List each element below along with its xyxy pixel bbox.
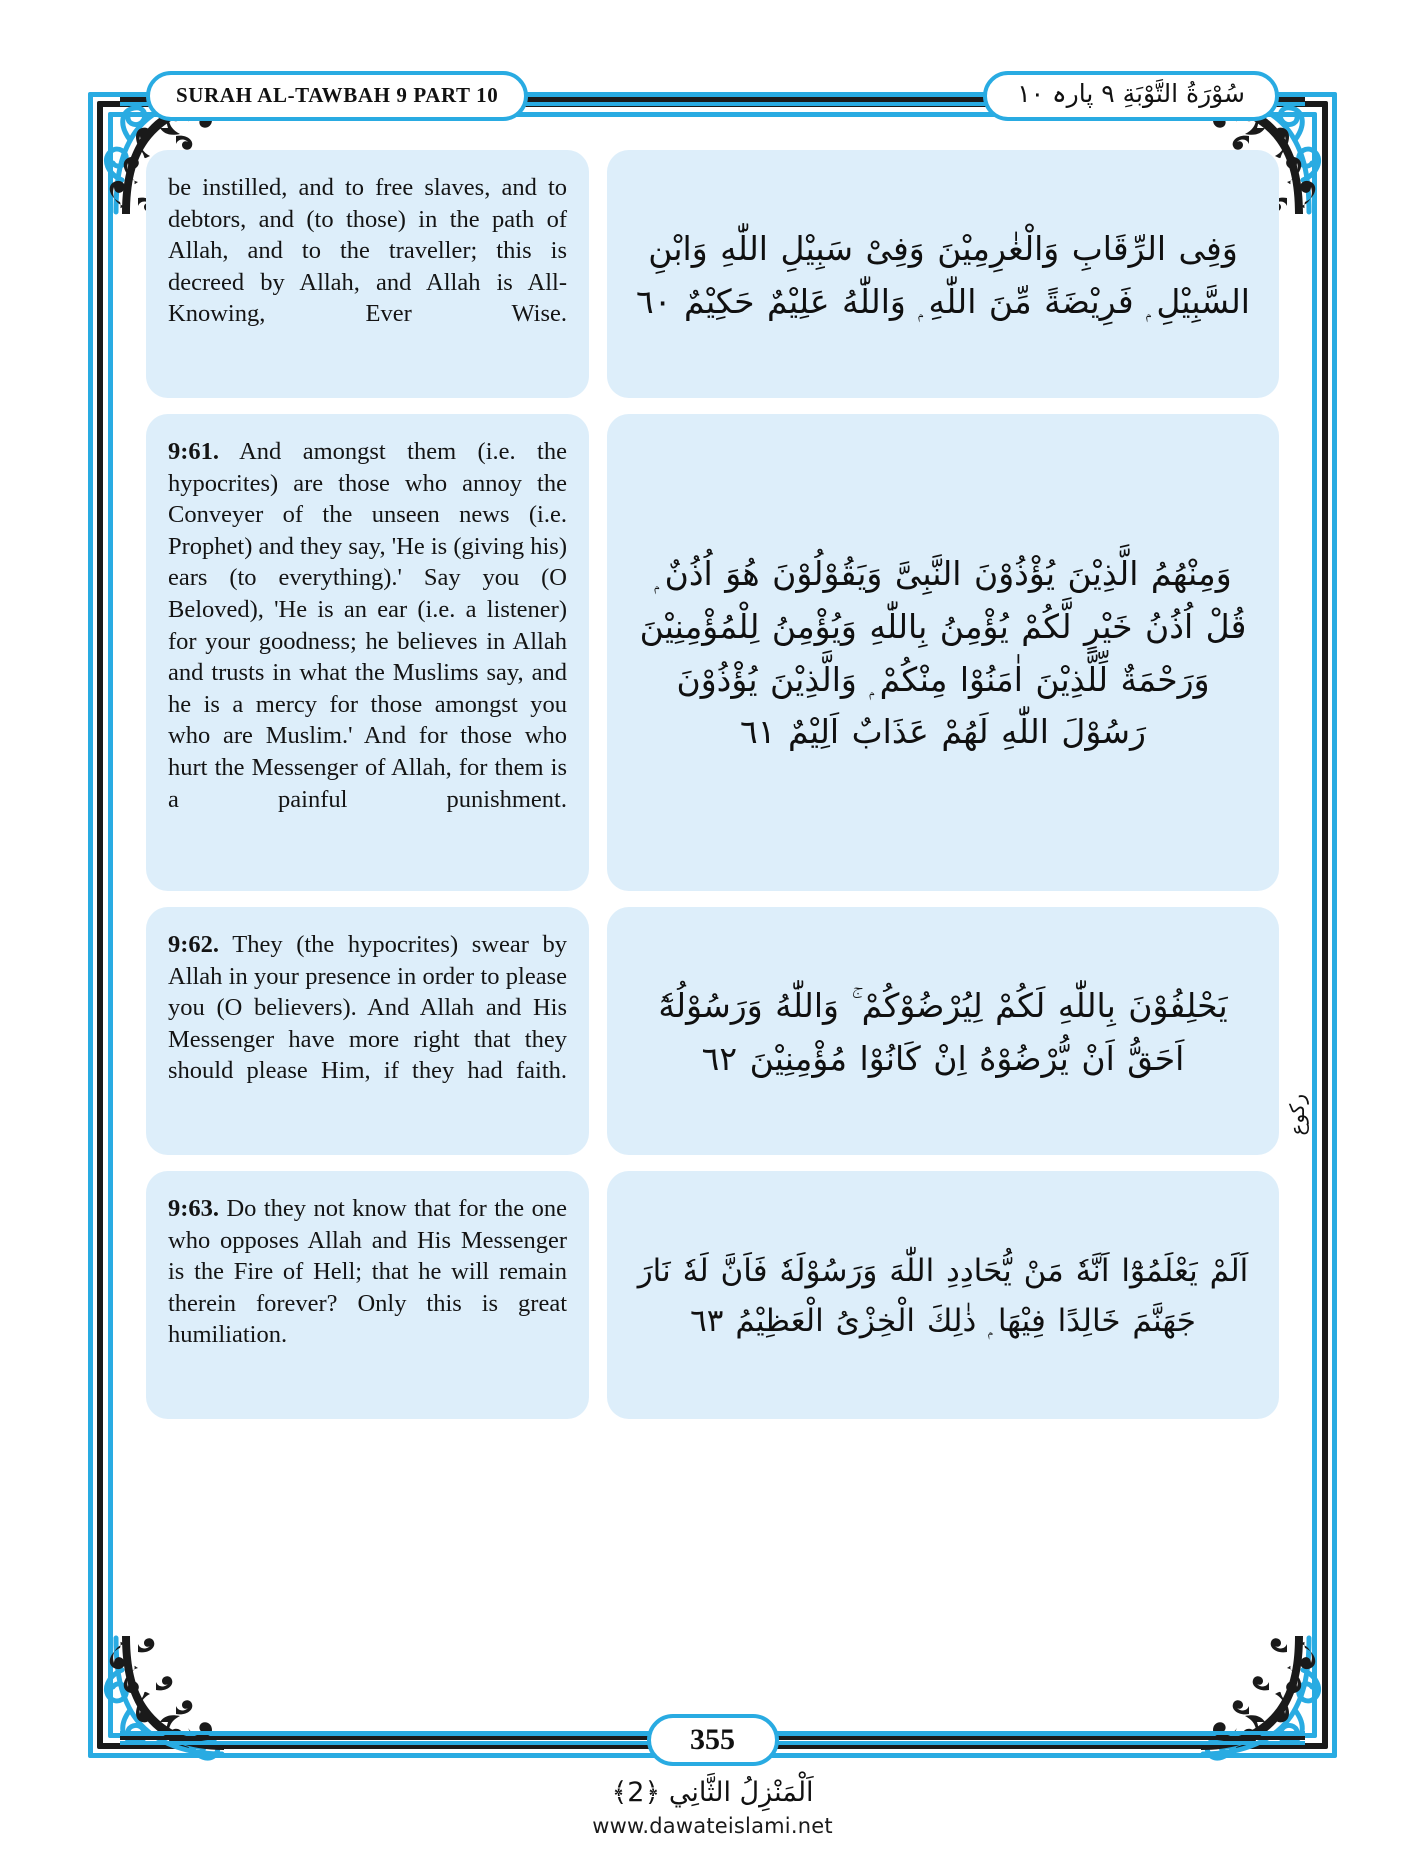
verse-row — [146, 907, 1279, 1155]
surah-title-arabic-badge — [983, 71, 1279, 121]
verse-english-text — [168, 1193, 567, 1351]
verse-english-text — [168, 436, 567, 815]
ayah-marker: ٦١ — [740, 712, 776, 752]
verse-english-body: They (the hypocrites) swear by Allah in your presence in order to please you (O believers). And Allah and His Messenger have more right that they should please Him, if they had faith. — [168, 931, 568, 1085]
verse-english-body: And amongst them (i.e. the hypocrites) are those who annoy the Conveyer of the unseen news (i.e. Prophet) and they say, 'He is (giving his) ears (to everything).' Say you (O Beloved), 'He is an ear (i.e. a listener) for your goodness; he believes in Allah and trusts in what the Muslims say, and he is a mercy for those amongst you who are Muslim.' And for those who hurt the Messenger of Allah, for them is a painful punishment. — [168, 438, 567, 813]
page-header — [108, 68, 1317, 124]
verse-arabic-panel — [607, 1171, 1279, 1419]
website-text: www.dawateislami.net — [592, 1814, 833, 1838]
surah-title-arabic-text: سُوْرَةُ التَّوْبَةِ ٩ پارہ ١٠ — [1017, 78, 1245, 108]
verse-row — [146, 1171, 1279, 1419]
verse-arabic-body: يَحْلِفُوْنَ بِاللّٰهِ لَكُمْ لِيُرْضُوْكُمْ ۚ وَاللّٰهُ وَرَسُوْلُهٗٓ اَحَقُّ اَنْ يُّرْضُوْهُ اِنْ كَانُوْا مُؤْمِنِيْنَ — [658, 985, 1228, 1078]
verse-english-body: Do they not know that for the one who opposes Allah and His Messenger is the Fire of Hell; that he will remain therein forever? Only this is great humiliation. — [168, 1195, 567, 1349]
verse-english-text — [168, 929, 567, 1087]
verse-number: 9:61. — [168, 438, 220, 465]
surah-title-badge — [146, 71, 528, 121]
verse-english-panel — [146, 150, 589, 398]
verse-arabic-panel — [607, 150, 1279, 398]
ornament-corner-bottom-right — [1183, 1618, 1353, 1788]
ayah-marker: ٦٠ — [636, 282, 672, 321]
manzil-label — [0, 1777, 1425, 1808]
ornament-corner-bottom-left — [72, 1618, 242, 1788]
verse-english-panel — [146, 907, 589, 1155]
manzil-text: اَلْمَنْزِلُ الثَّانِي ﴿2﴾ — [611, 1777, 814, 1808]
verse-container — [146, 150, 1279, 1625]
verse-arabic-body: اَلَمْ يَعْلَمُوْٓا اَنَّهٗ مَنْ يُّحَادِدِ اللّٰهَ وَرَسُوْلَهٗ فَاَنَّ لَهٗ نَارَ جَهَنَّمَ خَالِدًا فِيْهَا ۭ ذٰلِكَ الْخِزْىُ الْعَظِيْمُ — [637, 1252, 1249, 1339]
verse-number: 9:62. — [168, 931, 220, 958]
verse-row — [146, 414, 1279, 891]
verse-arabic-text — [629, 979, 1257, 1086]
page-number-badge — [647, 1714, 779, 1766]
verse-arabic-panel — [607, 414, 1279, 891]
verse-arabic-text — [629, 222, 1257, 329]
ruku-marker-label: رکوع — [1285, 1094, 1309, 1136]
surah-title-text: SURAH AL-TAWBAH 9 PART 10 — [176, 82, 499, 107]
page-number-text: 355 — [690, 1723, 735, 1756]
verse-arabic-panel — [607, 907, 1279, 1155]
verse-english-text — [168, 172, 567, 330]
ayah-marker: ٦٢ — [701, 1039, 738, 1078]
ruku-marker — [1282, 1055, 1312, 1175]
website-label — [0, 1814, 1425, 1838]
verse-english-panel — [146, 414, 589, 891]
verse-arabic-text — [629, 1246, 1257, 1346]
ayah-marker: ٦٣ — [690, 1303, 724, 1339]
verse-english-panel — [146, 1171, 589, 1419]
verse-arabic-text — [629, 548, 1257, 759]
verse-english-body: be instilled, and to free slaves, and to debtors, and (to those) in the path of Allah, and to the traveller; this is decreed by Allah, and Allah is All-Knowing, Ever Wise. — [168, 174, 567, 328]
verse-arabic-body: وَمِنْهُمُ الَّذِيْنَ يُؤْذُوْنَ النَّبِىَّ وَيَقُوْلُوْنَ هُوَ اُذُنٌ ۭ قُلْ اُذُنُ خَيْرٍ لَّكُمْ يُؤْمِنُ بِاللّٰهِ وَيُؤْمِنُ لِلْمُؤْمِنِيْنَ وَرَحْمَةٌ لِّلَّذِيْنَ اٰمَنُوْا مِنْكُمْ ۭ وَالَّذِيْنَ يُؤْذُوْنَ رَسُوْلَ اللّٰهِ لَهُمْ عَذَابٌ اَلِيْمٌ — [639, 553, 1247, 752]
verse-number: 9:63. — [168, 1195, 220, 1222]
verse-row — [146, 150, 1279, 398]
verse-arabic-body: وَفِى الرِّقَابِ وَالْغٰرِمِيْنَ وَفِىْ سَبِيْلِ اللّٰهِ وَابْنِ السَّبِيْلِ ۭ فَرِيْضَةً مِّنَ اللّٰهِ ۭ وَاللّٰهُ عَلِيْمٌ حَكِيْمٌ — [648, 228, 1250, 321]
